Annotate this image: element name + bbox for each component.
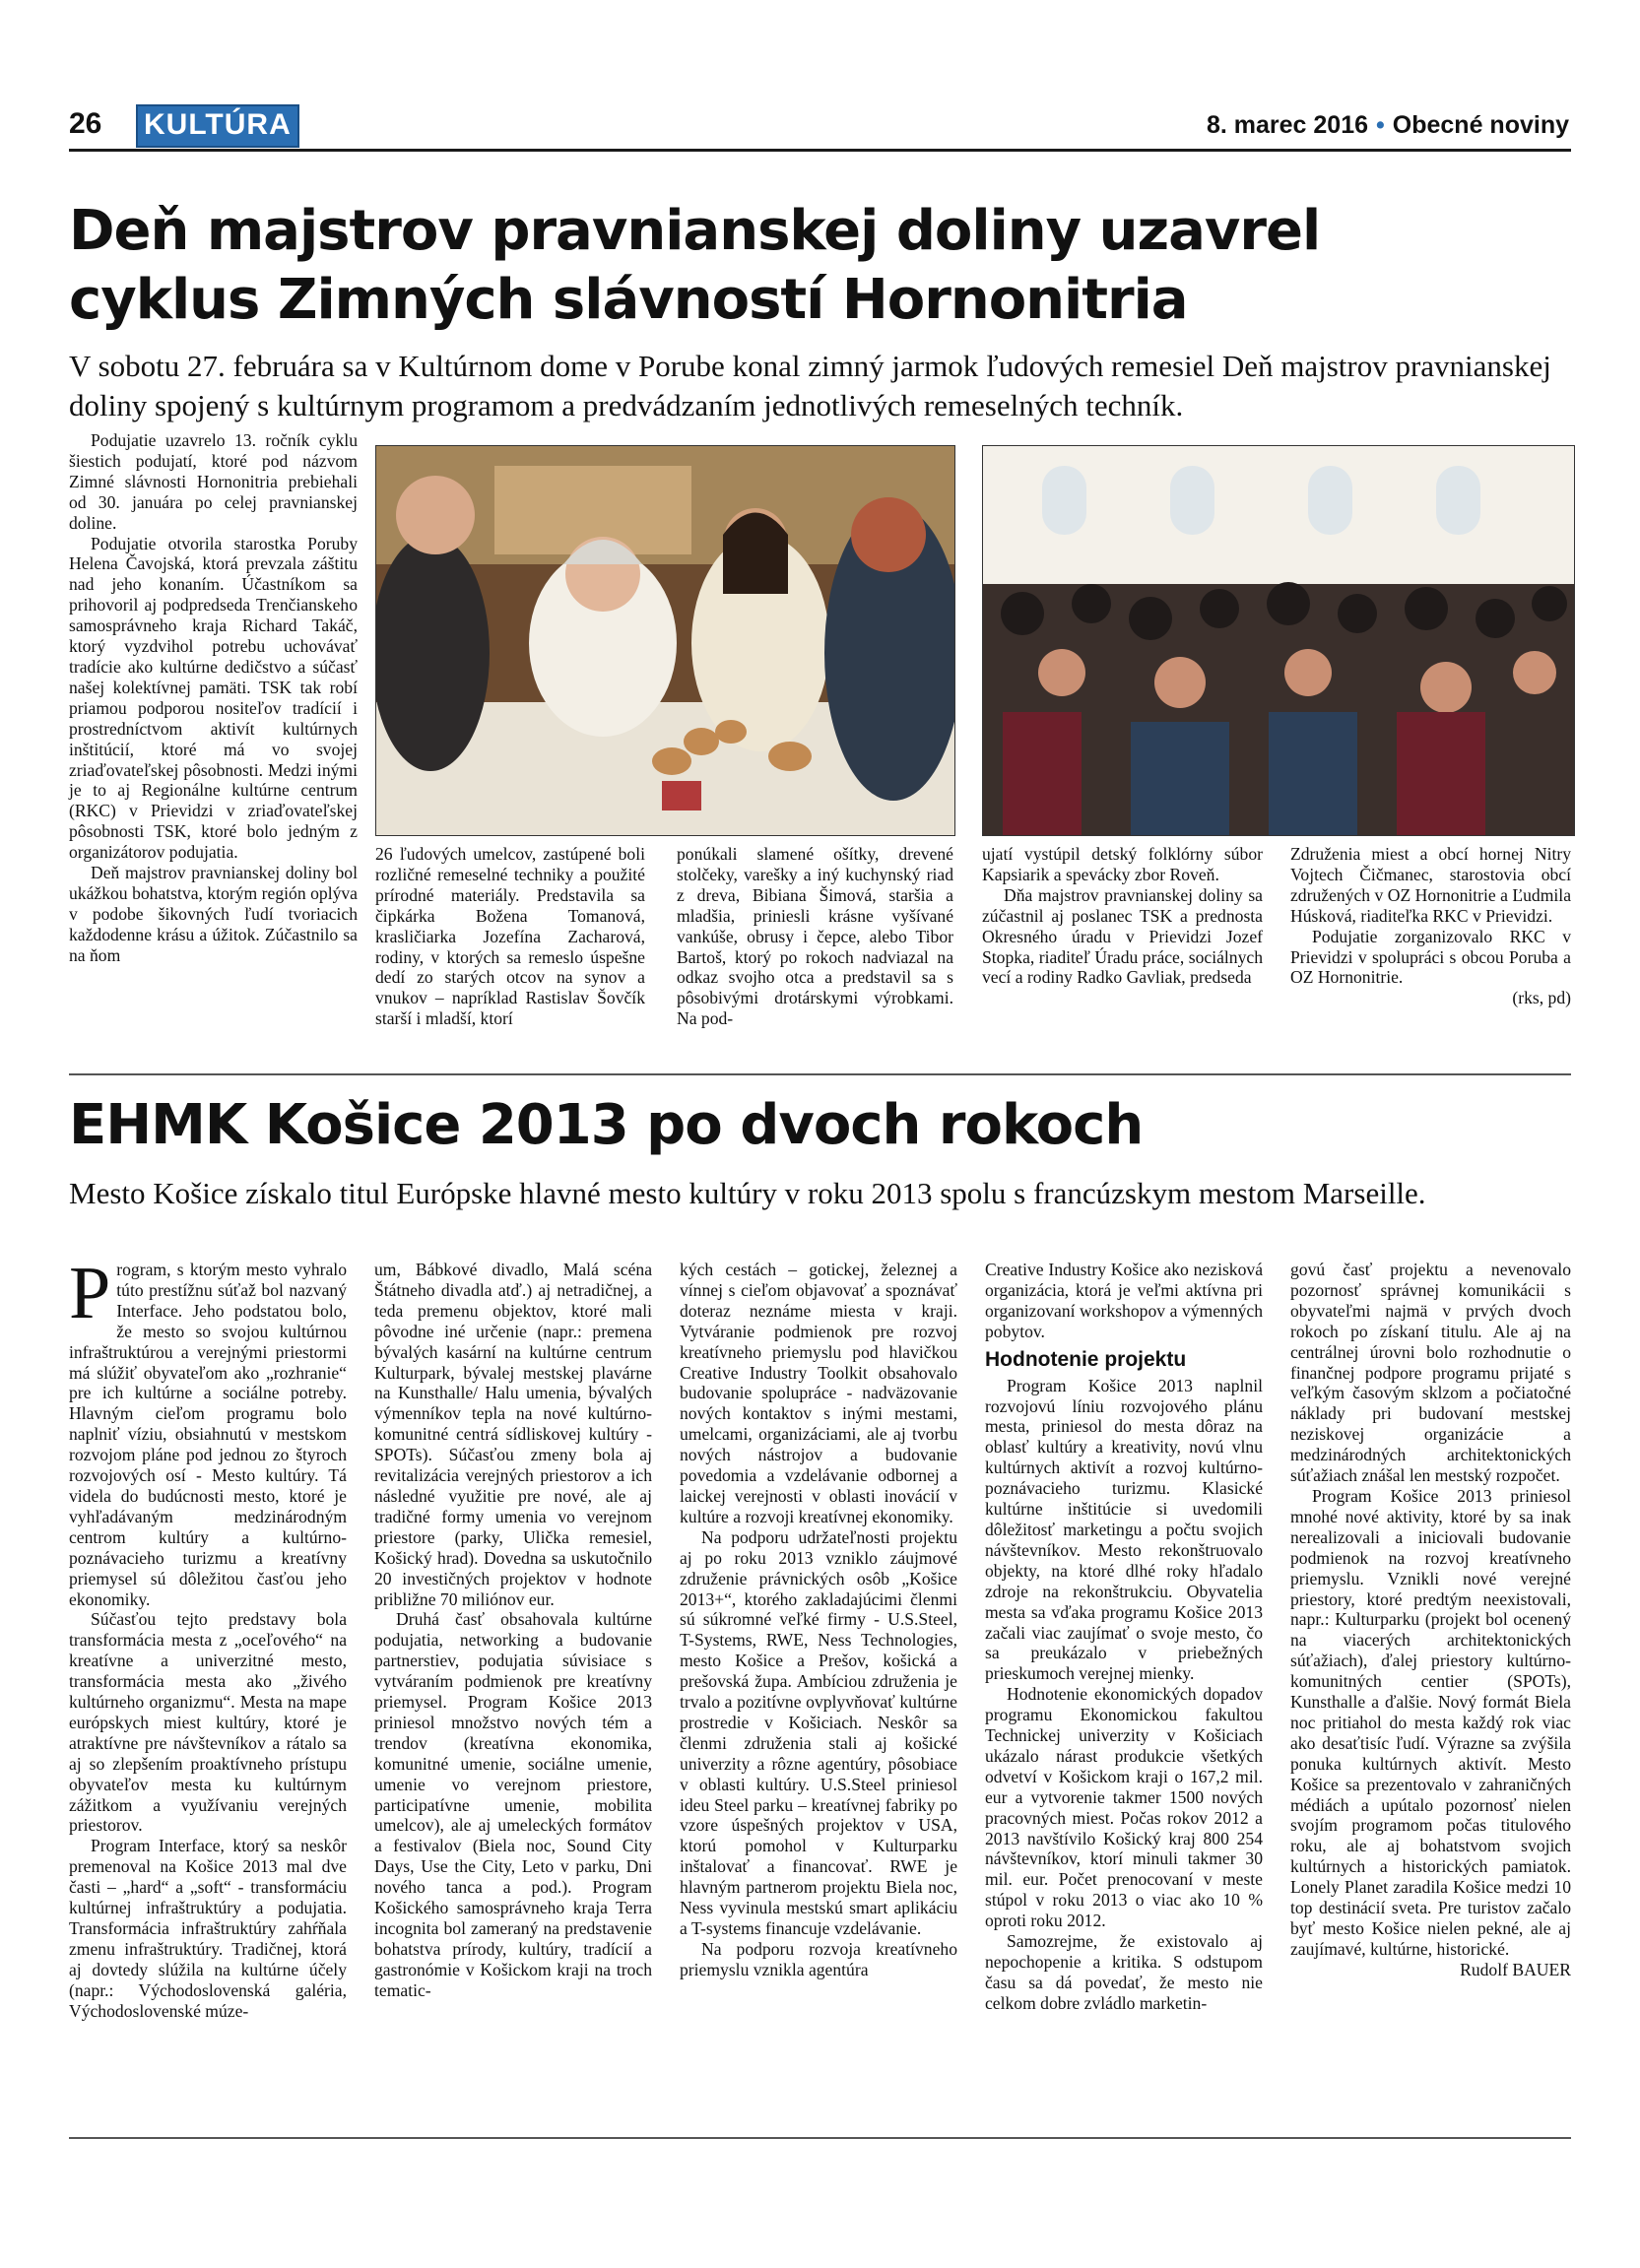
issue-info <box>1207 108 1569 142</box>
footer-rule <box>69 2137 1571 2139</box>
separator-bullet: • <box>1376 111 1385 139</box>
article1-column-2 <box>375 844 645 1029</box>
publication-name: Obecné noviny <box>1392 111 1569 139</box>
article1-column-3 <box>677 844 953 1029</box>
article2-c5-paragraph: govú časť projektu a nevenovalo pozornosť správnej komunikácii s obyvateľmi najmä v prvých dvoch rokoch po získaní titulu. Ale aj na centrálnej úrovni bolo rozhodnutie o finančnej podpore programu prijaté s veľkým časovým sklzom a počiatočné náklady pri budovaní mestskej neziskovej organizácie a medzinárodných architektonických súťažiach znášal len mestský rozpočet. <box>1290 1260 1571 1486</box>
article1-lead: V sobotu 27. februára sa v Kultúrnom dome v Porube konal zimný jarmok ľudových remesiel Deň majstrov pravnianskej doliny spojený s kultúrnym programom a predvádzaním jednotlivých remeselných techník. <box>69 349 1551 422</box>
article2-c2-paragraph: um, Bábkové divadlo, Malá scéna Štátneho divadla atď.) aj netradičnej, a teda premenu objektov, ktoré mali pôvodne iné určenie (napr.: premena bývalých kasární na kultúrne centrum Kulturpark, bývalej mestskej plavárne na Kunsthalle/ Halu umenia, bývalých výmenníkov tepla na nové kultúrno-komunitné centrá sídliskovej kultúry - SPOTs). Súčasťou zmeny bola aj revitalizácia verejných priestorov a ich následné využitie pre nové, ale aj tradičné formy umenia vo verejnom priestore (parky, Ulička remesiel, Košický hrad). Dovedna sa uskutočnilo 20 investičných projektov v hodnote približne 70 miliónov eur. <box>374 1260 652 1609</box>
article2-column-2 <box>374 1260 652 2001</box>
article1-headline-line2: cyklus Zimných slávností Hornonitria <box>69 268 1188 332</box>
article2-signature: Rudolf BAUER <box>1460 1959 1571 1979</box>
article2-c4-paragraph: Samozrejme, že existovalo aj nepochopenie a kritika. S odstupom času sa dá povedať, že mesto nie celkom dobre zvládlo marketin- <box>985 1931 1263 2013</box>
issue-date: 8. marec 2016 <box>1206 111 1369 139</box>
article1-headline <box>69 197 1571 335</box>
article2-headline: EHMK Košice 2013 po dvoch rokoch <box>69 1093 1144 1157</box>
article1-c4-paragraph: ujatí vystúpil detský folklórny súbor Kapsiarik a spevácky zbor Roveň. <box>982 844 1263 884</box>
article2-subheading: Hodnotenie projektu <box>985 1347 1187 1371</box>
article2-c5-paragraph: Program Košice 2013 priniesol mnohé nové aktivity, ktoré by sa inak nerealizovali a iniciovali budovanie podmienok na rozvoj kreatívneho priemyslu. Vznikli nové verejné priestory, ktoré predtým neexistovali, napr.: Kulturparku (projekt bol ocenený na viacerých architektonických súťažiach), ďalej priestory kultúrno-komunitných centier (SPOTs), Kunsthalle a ďalšie. Nový formát Biela noc pritiahol do mesta každý rok viac ako desaťtisíc ľudí. Výrazne sa zvýšila ponuka kultúrnych aktivít. Mesto Košice sa prezentovalo v zahraničných médiách a upútalo pozornosť nielen svojím programom počas titulového roku, ale aj bohatstvom svojich kultúrnych a historických pamiatok. Lonely Planet zaradila Košice medzi 10 top destinácií sveta. Pre turistov začalo byť mesto Košice nielen pekné, ale aj zaujímavé, kultúrne, historické. <box>1290 1485 1571 1959</box>
article1-column-5 <box>1290 844 1571 1008</box>
article2-c4-paragraph: Hodnotenie ekonomických dopadov programu Ekonomickou fakultou Technickej univerzity v Košiciach ukázalo nárast produkcie všetkých odvetví v Košickom kraji o 167,2 mil. eur a vytvorenie takmer 1500 nových pracovných miest. Počas rokov 2012 a 2013 navštívilo Košický kraj 800 254 návštevníkov, ktorí minuli takmer 30 mil. eur. Počet prenocovaní v meste stúpol v roku 2013 o viac ako 10 % oproti roku 2012. <box>985 1684 1263 1931</box>
article2-c1-paragraph <box>69 1252 347 1609</box>
article-divider <box>69 1073 1571 1075</box>
article2-c1-text: rogram, s ktorým mesto vyhralo túto prestížnu súťaž bol nazvaný Interface. Jeho podstatou bolo, že mesto so svojou kultúrnou infraštruktúrou a verejnými priestormi má slúžiť obyvateľom ako „rozhranie“ pre ich kultúrne a sociálne potreby. Hlavným cieľom programu bolo naplniť víziu, obsiahnutú v mestskom rozvojom pláne pod jednou zo štyroch rozvojových osí - Mesto kultúry. Tá videla do budúcnosti mesto, ktoré je vyhľadávaným medzinárodným centrom kultúry a kultúrno-poznávacieho turizmu a kreatívny priemysel sú dôležitou časťou jeho ekonomiky. <box>69 1260 347 1609</box>
article2-lead: Mesto Košice získalo titul Európske hlavné mesto kultúry v roku 2013 spolu s francúzskym mestom Marseille. <box>69 1176 1426 1210</box>
article1-c1-paragraph: Podujatie otvorila starostka Poruby Helena Čavojská, ktorá prevzala záštitu nad jeho konaním. Účastníkom sa prihovoril aj podpredseda Trenčianskeho samosprávneho kraja Richard Takáč, ktorý vyzdvihol potrebu uchovávať tradície ako kultúrne dedičstvo a súčasť našej kolektívnej pamäti. TSK tak robí priamou podporou nositeľov tradícií i prostredníctvom aktivít kultúrnych inštitúcií, ktoré má vo svojej zriaďovateľskej pôsobnosti. Medzi inými je to aj Regionálne kultúrne centrum (RKC) v Prievidzi v zriaďovateľskej pôsobnosti TSK, ktoré bolo jedným z organizátorov podujatia. <box>69 533 358 863</box>
article2-column-3 <box>680 1260 957 1980</box>
article2-column-1 <box>69 1252 347 2022</box>
article2-dropcap: P <box>69 1252 111 1334</box>
article2-c4-paragraph: Program Košice 2013 naplnil rozvojovú líniu rozvojového plánu mesta, priniesol do mesta dôraz na oblasť kultúry a kreativity, novú vlnu kultúrnych aktivít a rozvoj kultúrno-poznávacieho turizmu. Klasické kultúrne inštitúcie si uvedomili dôležitosť marketingu a počtu svojich návštevníkov. Mesto rekonštruovalo objekty, na ktoré dlhé roky hľadalo zdroje na rekonštrukciu. Obyvatelia mesta sa vďaka programu Košice 2013 začali viac zaujímať o svoje mesto, čo sa preukázalo v priebežných prieskumoch verejnej mienky. <box>985 1375 1263 1684</box>
article1-c2-paragraph: 26 ľudových umelcov, zastúpené boli rozličné remeselné techniky a použité prírodné materiály. Predstavila sa čipkárka Božena Tomanová, krasličiarka Jozefína Zacharová, rodiny, v ktorých sa remeslo úspešne dedí zo starých otcov na synov a vnukov – napríklad Rastislav Šovčík starší i mladší, ktorí <box>375 844 645 1029</box>
section-label: KULTÚRA <box>136 104 299 148</box>
photo-craftswomen <box>375 445 955 836</box>
article1-signature: (rks, pd) <box>1512 988 1571 1008</box>
article2-column-5 <box>1290 1260 1571 1980</box>
article2-column-4 <box>985 1260 1263 2014</box>
article1-c5-paragraph: Podujatie zorganizovalo RKC v Prievidzi v spolupráci s obcou Poruba a OZ Hornonitrie. <box>1290 926 1571 988</box>
article2-c1-paragraph: Súčasťou tejto predstavy bola transformácia mesta z „oceľového“ na kreatívne a univerzitné mesto, transformácia mesta ako „živého kultúrneho organizmu“. Mesta na mape európskych miest kultúry, ktoré je atraktívne pre návštevníkov a rátalo sa aj so zlepšením proaktívneho prístupu obyvateľov mesta ku kultúrnym zážitkom a využívaniu verejných priestorov. <box>69 1609 347 1836</box>
article2-c1-paragraph: Program Interface, ktorý sa neskôr premenoval na Košice 2013 mal dve časti – „hard“ a „soft“ - transformáciu kultúrnej infraštruktúry a podujatia. Transformácia infraštruktúry zahŕňala zmenu infraštruktúry. Tradičnej, ktorá aj dovtedy slúžila na kultúrne účely (napr.: Východoslovenská galéria, Východoslovenské múze- <box>69 1836 347 2021</box>
article1-c1-paragraph: Podujatie uzavrelo 13. ročník cyklu šiestich podujatí, ktoré pod názvom Zimné slávnosti Hornonitria prebiehali od 30. januára po celej pravnianskej doline. <box>69 430 358 533</box>
article1-c3-paragraph: ponúkali slamené ošítky, drevené stolčeky, varešky a iný kuchynský riad z dreva, Bibiana Šimová, staršia a mladšia, priniesli krásne vyšívané vankúše, obrusy i čepce, alebo Tibor Bartoš, ktorý po rokoch nadviazal na odkaz svojho otca a predstavil sa s pôsobivými drotárskymi výrobkami. Na pod- <box>677 844 953 1029</box>
article2-c3-paragraph: Na podporu rozvoja kreatívneho priemyslu vznikla agentúra <box>680 1938 957 1979</box>
article2-c2-paragraph: Druhá časť obsahovala kultúrne podujatia, networking a budovanie partnerstiev, podujatia súvisiace s vytváraním podmienok pre kreatívny priemysel. Program Košice 2013 priniesol množstvo nových tém a trendov (kreatívna ekonomika, komunitné umenie, sociálne umenie, umenie vo verejnom priestore, participatívne umenie, mobilita umelcov), ale aj umeleckých formátov a festivalov (Biela noc, Sound City Days, Use the City, Leto v parku, Dni nového tanca a pod.). Program Košického samosprávneho kraja Terra incognita bol zameraný na predstavenie bohatstva prírody, kultúry, tradícií a gastronómie v Košickom kraji na troch tematic- <box>374 1609 652 2000</box>
photo-crowd-hall <box>982 445 1575 836</box>
header-rule <box>69 149 1571 152</box>
article2-c4-intro: Creative Industry Košice ako nezisková organizácia, ktorá je veľmi aktívna pri organizovaní workshopov a výmenných pobytov. <box>985 1260 1263 1341</box>
article1-column-1 <box>69 430 358 966</box>
article1-column-4 <box>982 844 1263 988</box>
photo-crowd-hall-image <box>983 446 1574 835</box>
article2-c3-paragraph: kých cestách – gotickej, železnej a vínnej s cieľom objavovať a spoznávať doteraz neznáme miesta v kraji. Vytváranie podmienok pre rozvoj kreatívneho priemyslu pod hlavičkou Creative Industry Toolkit obsahovalo budovanie spolupráce - nadväzovanie nových kontaktov s inými mestami, umelcami, organizáciami, ale aj tvorbu nových nástrojov a budovanie povedomia a vzdelávanie odbornej a laickej verejnosti v oblasti inovácií v kultúre a rozvoji kreatívnej ekonomiky. <box>680 1260 957 1526</box>
page-number: 26 <box>69 107 102 140</box>
article1-c5-paragraph: Združenia miest a obcí hornej Nitry Vojtech Čičmanec, starostovia obcí združených v OZ Hornonitrie a Ľudmila Húsková, riaditeľka RKC v Prievidzi. <box>1290 844 1571 926</box>
photo-craftswomen-image <box>376 446 954 835</box>
article1-c4-paragraph: Dňa majstrov pravnianskej doliny sa zúčastnil aj poslanec TSK a prednosta Okresného úradu v Prievidzi Jozef Stopka, riaditeľ Úradu práce, sociálnych vecí a rodiny Radko Gavliak, predseda <box>982 884 1263 988</box>
article1-headline-line1: Deň majstrov pravnianskej doliny uzavrel <box>69 199 1321 263</box>
article2-c3-paragraph: Na podporu udržateľnosti projektu aj po roku 2013 vzniklo záujmové združenie právnických osôb „Košice 2013+“, ktorého zakladajúcimi členmi sú súkromné veľké firmy - U.S.Steel, T-Systems, RWE, Ness Technologies, mesto Košice a Prešov, košická a prešovská župa. Ambíciou združenia je trvalo a pozitívne ovplyvňovať kultúrne prostredie v Košiciach. Neskôr sa členmi združenia stali aj košické univerzity a rôzne agentúry, pôsobiace v oblasti kultúry. U.S.Steel priniesol ideu Steel parku – kreatívnej fabriky po vzore úspešných projektov v USA, ktorú pomohol v Kulturparku inštalovať a financovať. RWE je hlavným partnerom projektu Biela noc, Ness vyvinula mestskú smart aplikáciu a T-systems financuje vzdelávanie. <box>680 1526 957 1938</box>
article1-c1-paragraph: Deň majstrov pravnianskej doliny bol ukážkou bohatstva, ktorým región oplýva v podobe šikovných ľudí tvoriacich každodenne krásu a úžitok. Zúčastnilo sa na ňom <box>69 863 358 965</box>
